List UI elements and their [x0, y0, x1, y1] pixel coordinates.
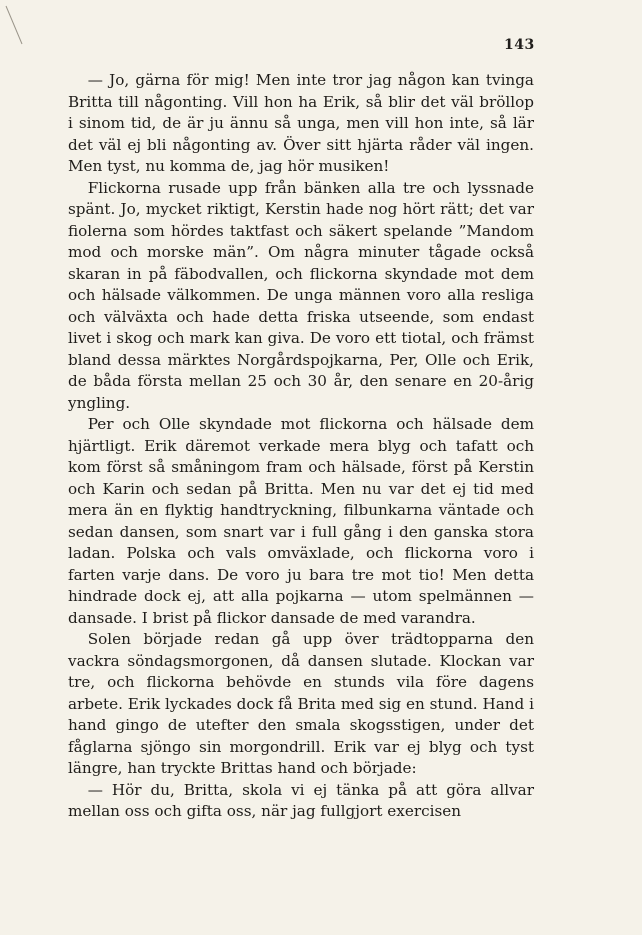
- paragraph: Solen började redan gå upp över trädtopparna den vackra söndagsmorgonen, då dansen slutade. Klockan var tre, och flickorna behövde en stunds vila före dagens arbete. Erik lyckades dock få Brita med sig en stund. Hand i hand gingo de utefter den smala skogsstigen, under det fåglarna sjöngo sin morgondrill. Erik var ej blyg och tyst längre, han tryckte Brittas hand och började:: [68, 630, 534, 777]
- page-corner-mark: [0, 0, 60, 60]
- paragraph: — Hör du, Britta, skola vi ej tänka på att göra allvar mellan oss och gifta oss, när jag fullgjort exercisen: [68, 780, 534, 820]
- body-text: [68, 70, 534, 823]
- paragraph: — Jo, gärna för mig! Men inte tror jag någon kan tvinga Britta till någonting. Vill hon ha Erik, så blir det väl bröllop i sinom tid, de är ju ännu så unga, men vill hon inte, så lär det väl ej bli någonting av. Över sitt hjärta råder väl ingen. Men tyst, nu komma de, jag hör musiken!: [68, 71, 534, 175]
- page-number: 143: [504, 37, 535, 53]
- paragraph: Per och Olle skyndade mot flickorna och hälsade dem hjärtligt. Erik däremot verkade mera blyg och tafatt och kom först så småningom fram och hälsade, först på Kerstin och Karin och sedan på Britta. Men nu var det ej tid med mera än en flyktig handtryckning, filbunkarna väntade och sedan dansen, som snart var i full gång i den ganska stora ladan. Polska och vals omväxlade, och flickorna voro i farten varje dans. De voro ju bara tre mot tio! Men detta hindrade dock ej, att alla pojkarna — utom spelmännen — dansade. I brist på flickor dansade de med varandra.: [68, 415, 534, 627]
- paragraph: Flickorna rusade upp från bänken alla tre och lyssnade spänt. Jo, mycket riktigt, Kerstin hade nog hört rätt; det var fiolerna som hördes taktfast och säkert spelande ”Mandom mod och morske män”. Om några minuter tågade också skaran in på fäbodvallen, och flickorna skyndade mot dem och hälsade välkommen. De unga männen voro alla resliga och välväxta och hade detta friska utseende, som endast livet i skog och mark kan giva. De voro ett tiotal, och främst bland dessa märktes Norgårdspojkarna, Per, Olle och Erik, de båda första mellan 25 och 30 år, den senare en 20-årig yngling.: [68, 178, 534, 412]
